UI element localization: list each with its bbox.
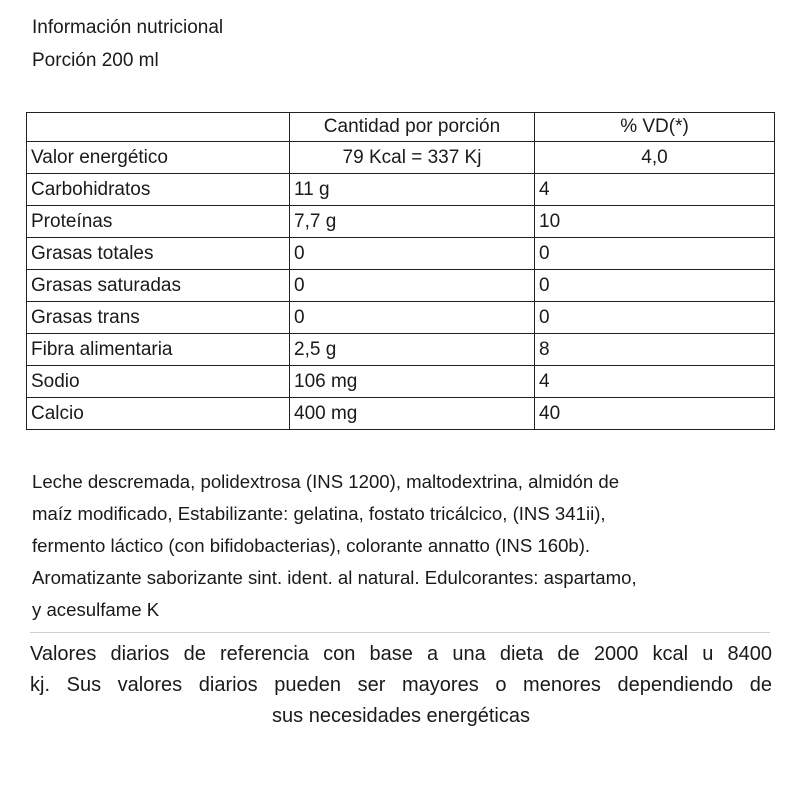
- ingredients-line: Aromatizante saborizante sint. ident. al natural. Edulcorantes: aspartamo,: [32, 567, 637, 588]
- ingredients-line: y acesulfame K: [32, 599, 160, 620]
- table-row: [27, 398, 775, 430]
- table-row: [27, 174, 775, 206]
- footnote-line: Valores diarios de referencia con base a una dieta de 2000 kcal u 8400: [30, 643, 772, 665]
- row-vd: 4: [535, 174, 775, 206]
- row-vd: 4: [535, 366, 775, 398]
- row-vd: 10: [535, 206, 775, 238]
- table-row: [27, 302, 775, 334]
- ingredients-line: maíz modificado, Estabilizante: gelatina, fostato tricálcico, (INS 341ii),: [32, 503, 606, 524]
- row-vd: 0: [535, 238, 775, 270]
- row-amount: 79 Kcal = 337 Kj: [290, 142, 535, 174]
- ingredients-line: Leche descremada, polidextrosa (INS 1200), maltodextrina, almidón de: [32, 471, 620, 492]
- ingredients-text: [32, 466, 772, 626]
- row-label: Valor energético: [27, 142, 290, 174]
- row-label: Fibra alimentaria: [27, 334, 290, 366]
- row-vd: 4,0: [535, 142, 775, 174]
- row-amount: 11 g: [290, 174, 535, 206]
- table-row: [27, 238, 775, 270]
- header-amount: Cantidad por porción: [290, 113, 535, 142]
- header-empty-cell: [27, 113, 290, 142]
- row-vd: 0: [535, 302, 775, 334]
- row-amount: 2,5 g: [290, 334, 535, 366]
- row-label: Grasas totales: [27, 238, 290, 270]
- daily-values-footnote: [30, 639, 772, 732]
- portion-size: Porción 200 ml: [32, 50, 159, 71]
- nutrition-title: Información nutricional: [32, 17, 224, 38]
- row-label: Grasas saturadas: [27, 270, 290, 302]
- table-row-energy: [27, 142, 775, 174]
- nutrition-table: [26, 112, 775, 430]
- table-row: [27, 366, 775, 398]
- row-amount: 7,7 g: [290, 206, 535, 238]
- row-label: Carbohidratos: [27, 174, 290, 206]
- table-header-row: [27, 113, 775, 142]
- row-vd: 0: [535, 270, 775, 302]
- table-row: [27, 270, 775, 302]
- table-row: [27, 334, 775, 366]
- row-amount: 0: [290, 238, 535, 270]
- row-vd: 40: [535, 398, 775, 430]
- row-label: Grasas trans: [27, 302, 290, 334]
- footnote-line: kj. Sus valores diarios pueden ser mayores o menores dependiendo de: [30, 674, 772, 696]
- row-label: Proteínas: [27, 206, 290, 238]
- row-amount: 106 mg: [290, 366, 535, 398]
- table-row: [27, 206, 775, 238]
- row-amount: 0: [290, 270, 535, 302]
- row-amount: 400 mg: [290, 398, 535, 430]
- row-label: Sodio: [27, 366, 290, 398]
- header-vd: % VD(*): [535, 113, 775, 142]
- row-amount: 0: [290, 302, 535, 334]
- row-vd: 8: [535, 334, 775, 366]
- footnote-line: sus necesidades energéticas: [272, 705, 530, 727]
- row-label: Calcio: [27, 398, 290, 430]
- divider: [30, 632, 770, 633]
- ingredients-line: fermento láctico (con bifidobacterias), colorante annatto (INS 160b).: [32, 535, 591, 556]
